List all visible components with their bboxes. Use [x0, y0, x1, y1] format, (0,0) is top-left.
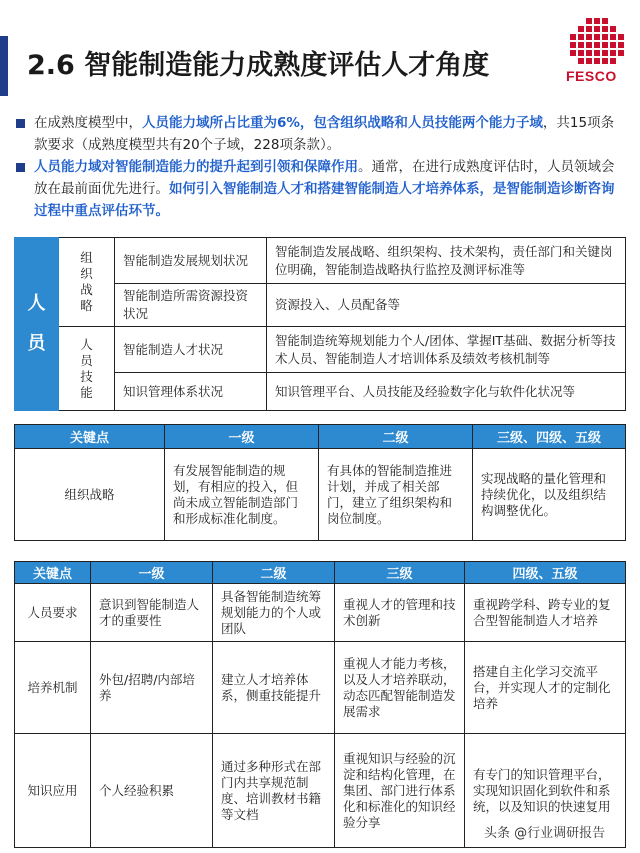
table-cell: 智能制造人才状况 [115, 327, 267, 373]
table-cell: 搭建自主化学习交流平台，并实现人才的定制化培养 [465, 642, 626, 734]
table-cell: 重视知识与经验的沉淀和结构化管理，在集团、部门进行体系化和标准化的知识经验分享 [335, 734, 465, 848]
table-header: 一级 [91, 562, 213, 584]
personnel-skill-level-table [14, 561, 626, 848]
table-header: 关键点 [15, 425, 165, 449]
fesco-logo [566, 18, 628, 84]
table-header: 三级、四级、五级 [473, 425, 626, 449]
watermark-label: 头条 @行业调研报告 [478, 820, 611, 843]
org-strategy-level-table [14, 424, 626, 541]
highlight-text: 人员能力域所占比重为6%，包含组织战略和人员技能两个能力子域 [142, 115, 543, 131]
table-cell: 通过多种形式在部门内共享规范制度、培训教材书籍等文档 [213, 734, 335, 848]
logo-grid-icon [570, 18, 628, 64]
table-cell: 有专门的知识管理平台，实现知识固化到软件和系统，以及知识的快速复用 [465, 734, 626, 848]
table-cell: 智能制造发展战略、组织架构、技术架构，责任部门和关键岗位明确，智能制造战略执行监控及测评标准等 [267, 238, 626, 284]
table-header: 二级 [213, 562, 335, 584]
table-cell: 智能制造发展规划状况 [115, 238, 267, 284]
personnel-domain-table [14, 237, 626, 411]
table-cell: 个人经验积累 [91, 734, 213, 848]
table-cell: 意识到智能制造人才的重要性 [91, 584, 213, 642]
subdomain-cell: 组 织 战 略 [59, 238, 115, 327]
table-cell: 培养机制 [15, 642, 91, 734]
table-header: 四级、五级 [465, 562, 626, 584]
table-cell: 资源投入、人员配备等 [267, 284, 626, 327]
table-header: 一级 [165, 425, 319, 449]
table-cell: 具备智能制造统筹规划能力的个人或团队 [213, 584, 335, 642]
title-accent-bar [0, 36, 8, 96]
logo-text: FESCO [566, 68, 617, 84]
paragraph-1: 在成熟度模型中，人员能力域所占比重为6%，包含组织战略和人员技能两个能力子域，共15项条款要求（成熟度模型共有20个子域，228项条款）。 [14, 112, 626, 156]
page-title: 2.6 智能制造能力成熟度评估人才角度 [27, 50, 490, 81]
table-cell: 重视跨学科、跨专业的复合型智能制造人才培养 [465, 584, 626, 642]
square-bullet-icon [16, 163, 25, 172]
domain-cell: 人 员 [15, 238, 59, 411]
highlight-text: 如何引入智能制造人才和搭建智能制造人才培养体系，是智能制造诊断咨询过程中重点评估环节。 [34, 181, 615, 219]
table-cell: 智能制造所需资源投资状况 [115, 284, 267, 327]
subdomain-cell: 人 员 技 能 [59, 327, 115, 411]
intro-paragraphs [14, 112, 626, 222]
table-header: 二级 [319, 425, 473, 449]
paragraph-2: 人员能力域对智能制造能力的提升起到引领和保障作用。通常，在进行成熟度评估时，人员领域会放在最前面优先进行。如何引入智能制造人才和搭建智能制造人才培养体系，是智能制造诊断咨询过程中重点评估环节。 [14, 156, 626, 222]
table-cell: 外包/招聘/内部培养 [91, 642, 213, 734]
table-cell: 知识应用 [15, 734, 91, 848]
table-cell: 知识管理平台、人员技能及经验数字化与软件化状况等 [267, 373, 626, 411]
table-cell: 人员要求 [15, 584, 91, 642]
table-cell: 组织战略 [15, 449, 165, 541]
table-cell: 智能制造统筹规划能力个人/团体、掌握IT基础、数据分析等技术人员、智能制造人才培训体系及绩效考核机制等 [267, 327, 626, 373]
table-cell: 知识管理体系状况 [115, 373, 267, 411]
square-bullet-icon [16, 119, 25, 128]
table-cell: 重视人才能力考核，以及人才培养联动，动态匹配智能制造发展需求 [335, 642, 465, 734]
table-cell: 实现战略的量化管理和持续优化，以及组织结构调整优化。 [473, 449, 626, 541]
table-cell: 有发展智能制造的规划，有相应的投入，但尚未成立智能制造部门和形成标准化制度。 [165, 449, 319, 541]
table-cell: 有具体的智能制造推进计划，并成了相关部门，建立了组织架构和岗位制度。 [319, 449, 473, 541]
table-cell: 建立人才培养体系，侧重技能提升 [213, 642, 335, 734]
highlight-text: 人员能力域对智能制造能力的提升起到引领和保障作用 [34, 159, 358, 175]
table-header: 三级 [335, 562, 465, 584]
table-cell: 重视人才的管理和技术创新 [335, 584, 465, 642]
table-header: 关键点 [15, 562, 91, 584]
